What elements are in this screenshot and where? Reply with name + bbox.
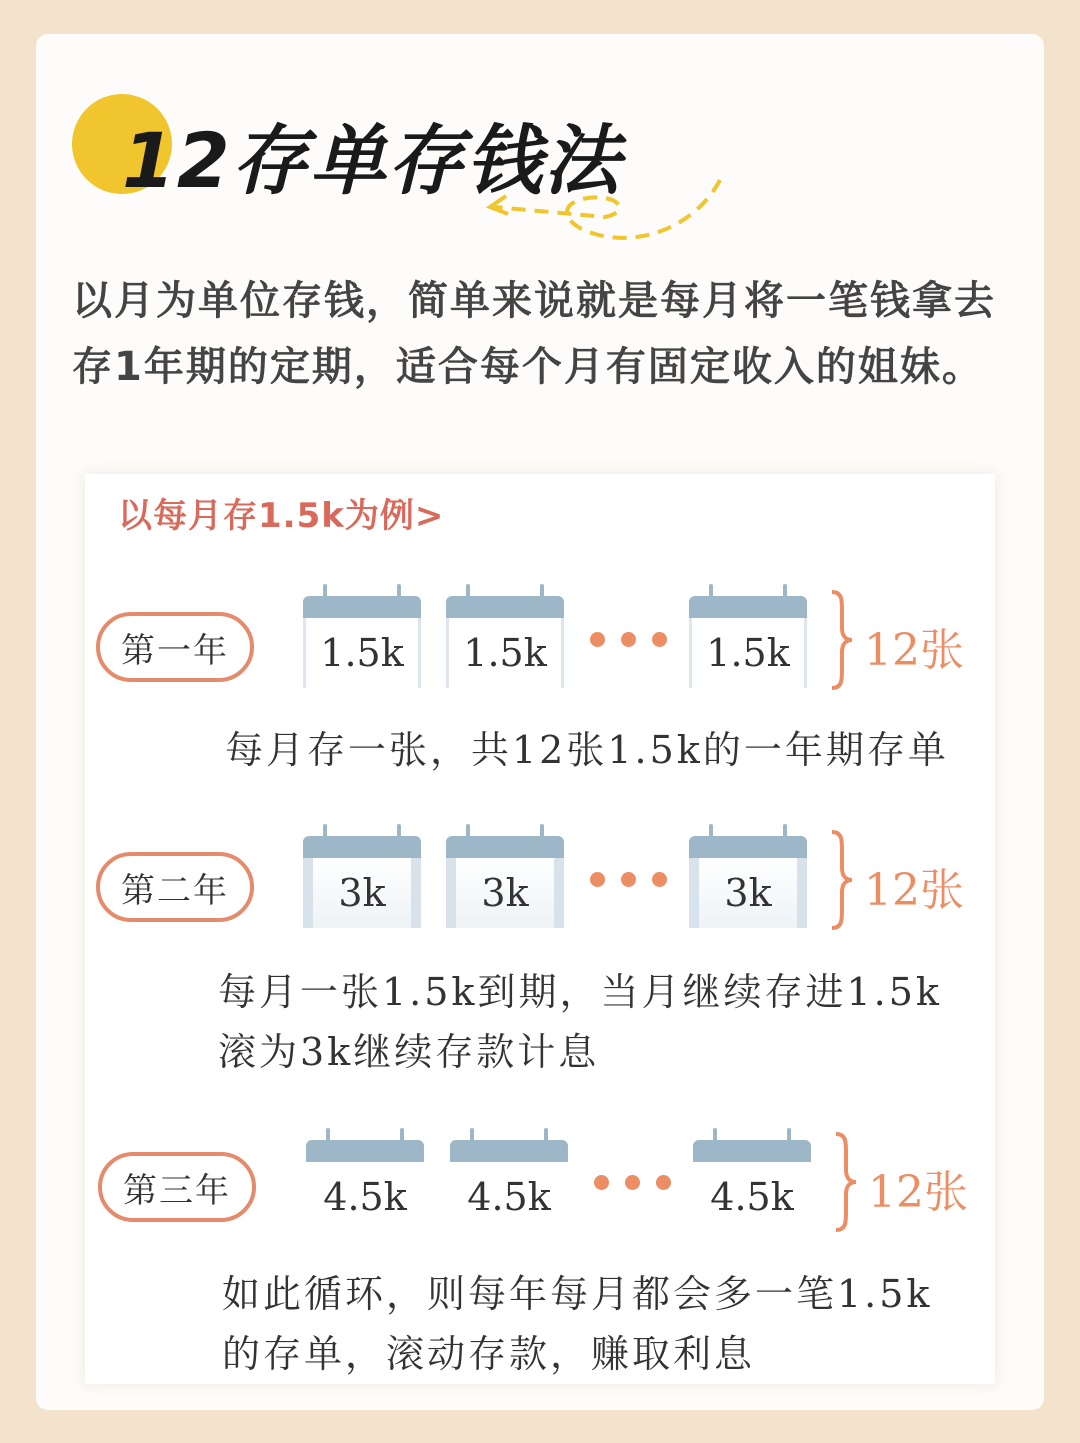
deposit-amount: 3k: [689, 858, 807, 928]
calendar-icon: [446, 836, 564, 858]
example-heading: 以每月存1.5k为例>: [118, 496, 445, 536]
year-1-deposit-1: [303, 596, 421, 688]
brace-icon: [826, 828, 856, 932]
year-2-label: 第二年: [96, 852, 254, 922]
calendar-icon: [689, 596, 807, 618]
year-1-deposit-12: [689, 596, 807, 688]
deposit-amount: 1.5k: [446, 618, 564, 688]
year-3-description-line-1: 如此循环，则每年每月都会多一笔1.5k: [222, 1272, 933, 1316]
calendar-icon: [693, 1140, 811, 1162]
year-2-count: 12张: [864, 865, 964, 916]
deposit-amount: 1.5k: [689, 618, 807, 688]
deposit-amount: 4.5k: [467, 1175, 551, 1219]
year-3-deposit-2: [450, 1140, 568, 1232]
calendar-icon: [303, 836, 421, 858]
year-2-description-line-1: 每月一张1.5k到期，当月继续存进1.5k: [218, 970, 942, 1014]
year-2-deposit-12: [689, 836, 807, 928]
year-1-description: 每月存一张，共12张1.5k的一年期存单: [225, 728, 949, 772]
year-2-description-line-2: 滚为3k继续存款计息: [218, 1030, 600, 1074]
year-3-deposit-1: [306, 1140, 424, 1232]
calendar-icon: [450, 1140, 568, 1162]
calendar-icon: [306, 1140, 424, 1162]
year-3-label: 第三年: [98, 1152, 256, 1222]
calendar-icon: [689, 836, 807, 858]
calendar-icon: [303, 596, 421, 618]
year-1-count: 12张: [864, 625, 964, 676]
year-3-deposit-12: [693, 1140, 811, 1232]
deposit-amount: 3k: [446, 858, 564, 928]
year-2-deposit-1: [303, 836, 421, 928]
ellipsis-dots: [590, 632, 667, 647]
year-3-description-line-2: 的存单，滚动存款，赚取利息: [222, 1332, 756, 1376]
brace-icon: [830, 1130, 860, 1234]
calendar-icon: [446, 596, 564, 618]
year-3-count: 12张: [868, 1167, 968, 1218]
deposit-amount: 4.5k: [710, 1175, 794, 1219]
ellipsis-dots: [590, 872, 667, 887]
deposit-amount: 1.5k: [303, 618, 421, 688]
dashed-arrow-decoration: [480, 172, 730, 252]
intro-text: 以月为单位存钱，简单来说就是每月将一笔钱拿去存1年期的定期，适合每个月有固定收入的姐妹。: [72, 278, 996, 390]
year-2-deposit-2: [446, 836, 564, 928]
year-1-label: 第一年: [96, 612, 254, 682]
brace-icon: [826, 588, 856, 692]
year-1-deposit-2: [446, 596, 564, 688]
page-title: 12存单存钱法: [122, 116, 622, 205]
deposit-amount: 3k: [303, 858, 421, 928]
ellipsis-dots: [594, 1175, 671, 1190]
deposit-amount: 4.5k: [323, 1175, 407, 1219]
